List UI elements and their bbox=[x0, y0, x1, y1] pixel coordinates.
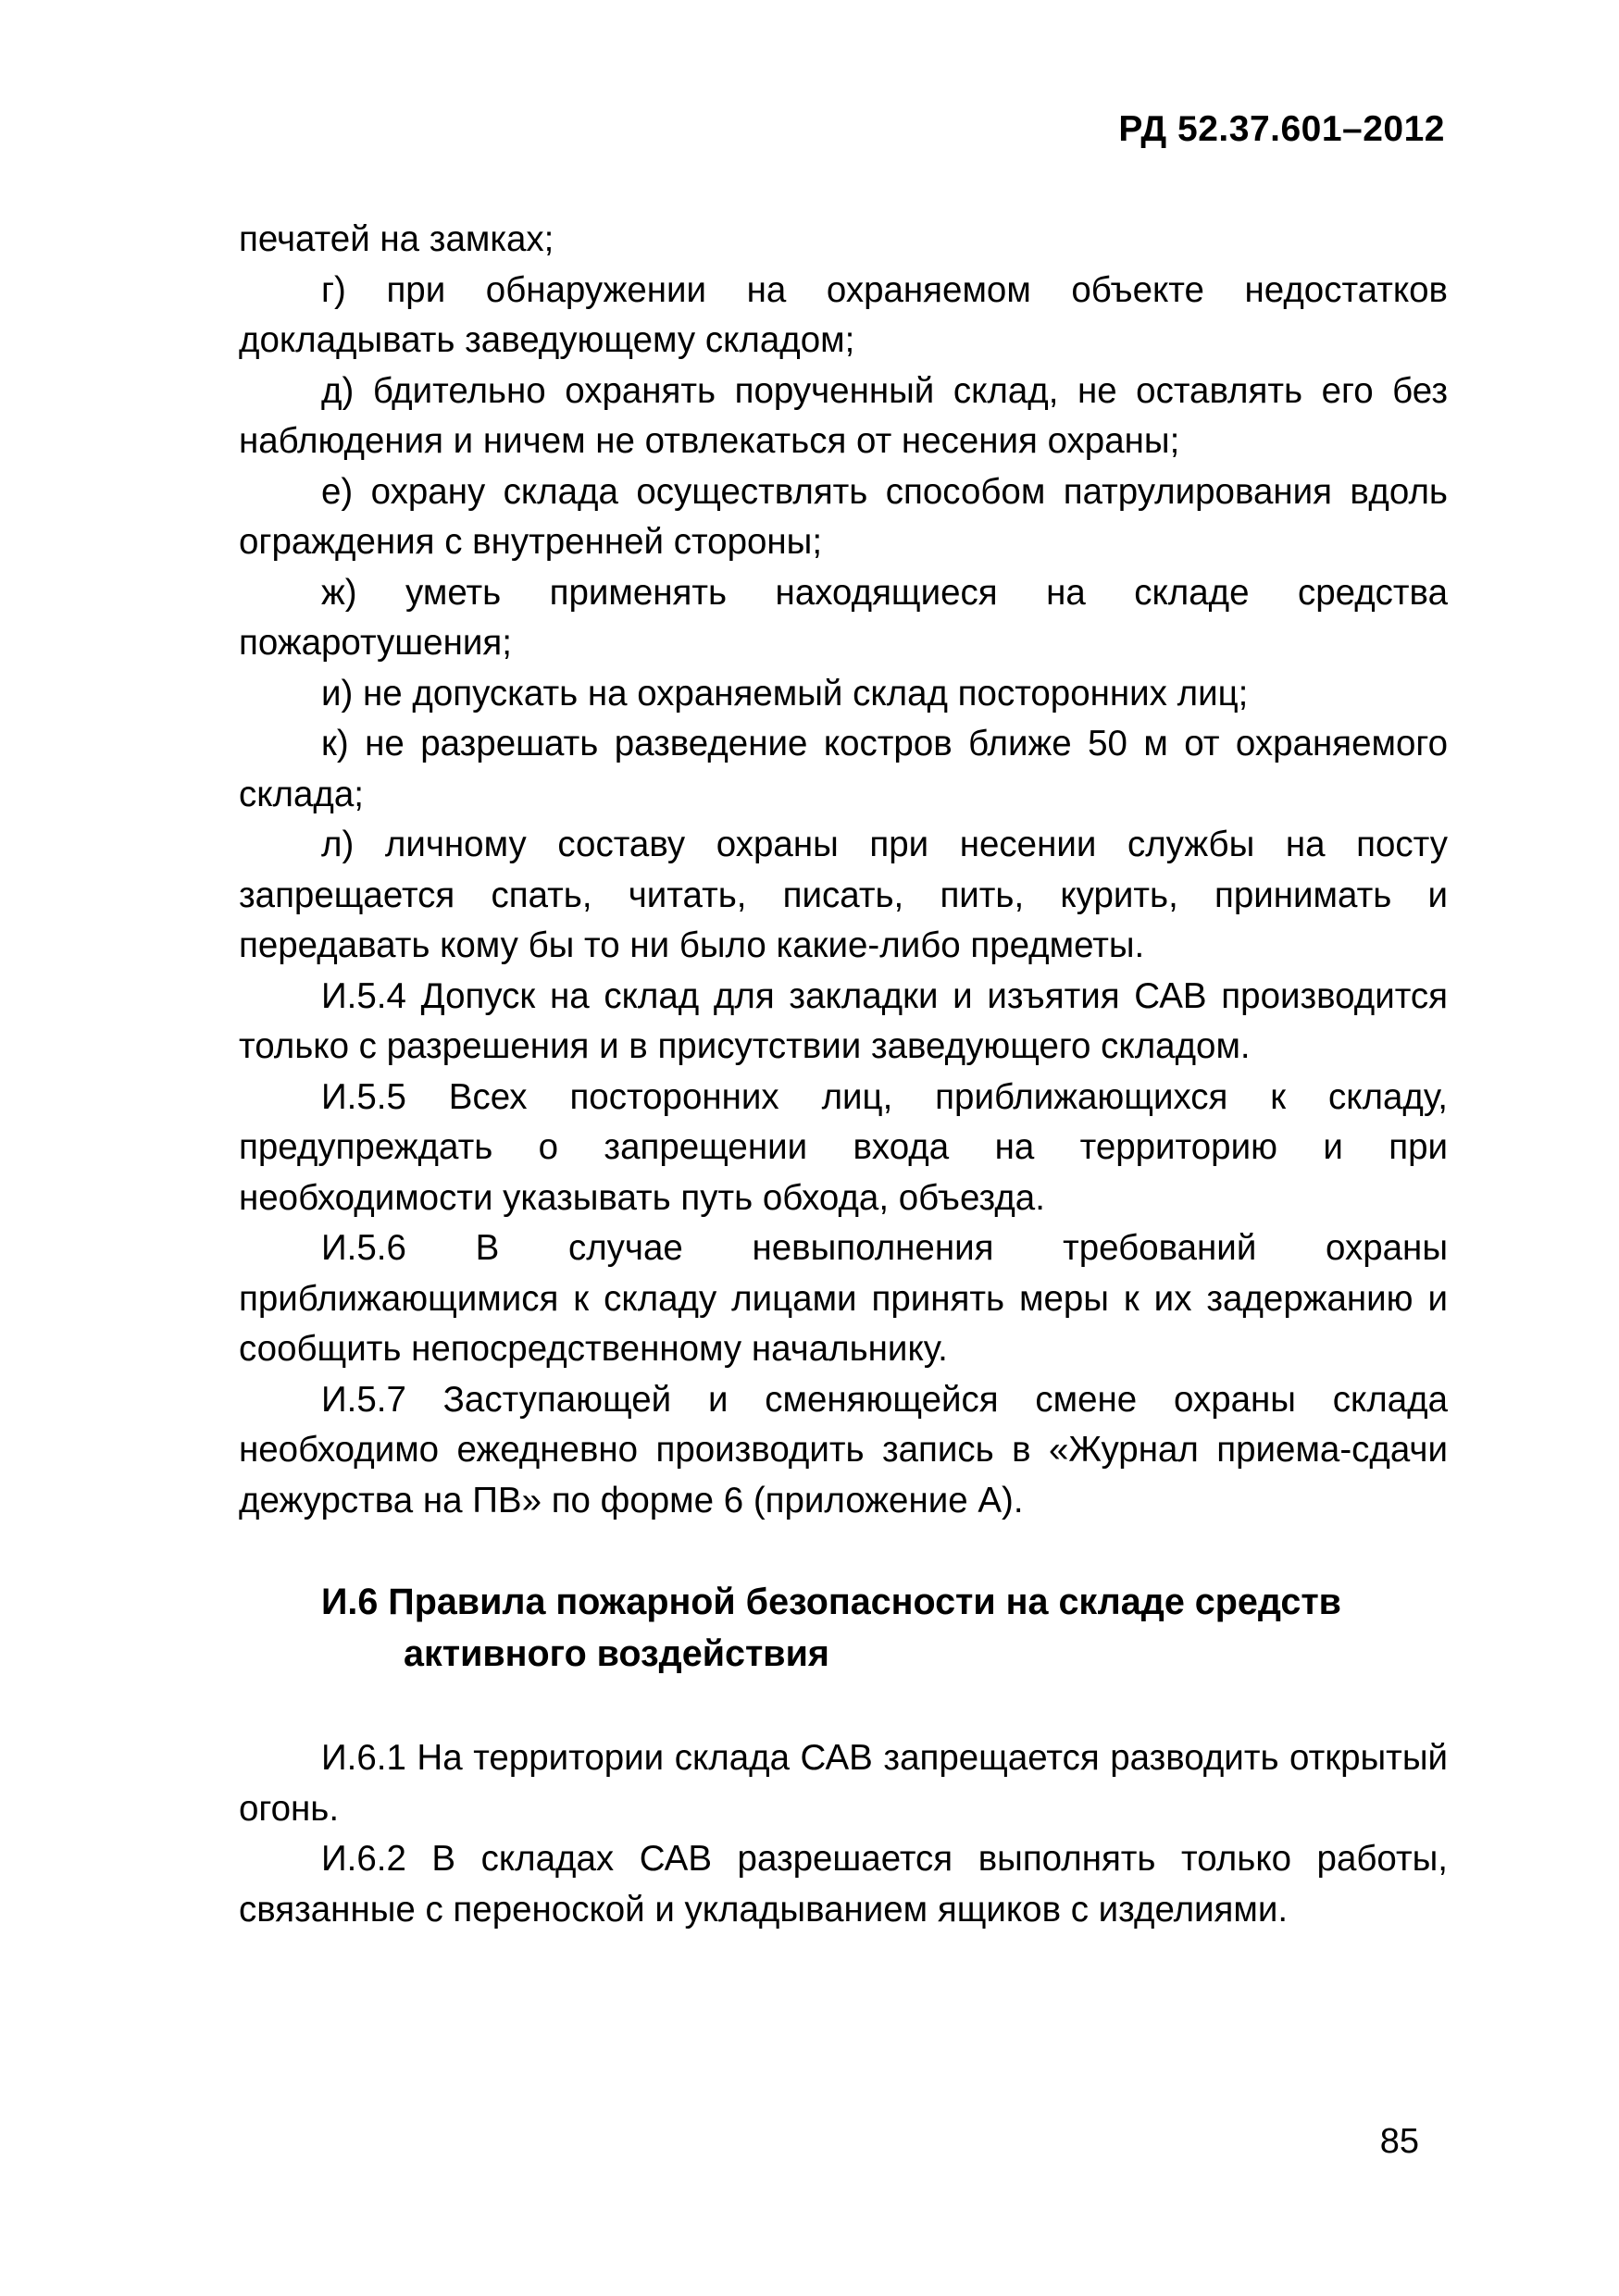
section-heading-line-2: активного воздействия bbox=[404, 1633, 829, 1674]
list-item-d: д) бдительно охранять порученный склад, не оставлять его без наблюдения и ничем не отвлекаться от несения охраны; bbox=[239, 370, 1448, 461]
clause-i-6-2: И.6.2 В складах САВ разрешается выполнять только работы, связанные с переноской и укладыванием ящиков с изделиями. bbox=[239, 1839, 1448, 1930]
list-item-e: е) охрану склада осуществлять способом патрулирования вдоль ограждения с внутренней стороны; bbox=[239, 471, 1448, 562]
list-item-i: и) не допускать на охраняемый склад посторонних лиц; bbox=[321, 673, 1249, 714]
section-heading-line-1: И.6 Правила пожарной безопасности на складе средств bbox=[321, 1582, 1341, 1622]
clause-i-6-1: И.6.1 На территории склада САВ запрещается разводить открытый огонь. bbox=[239, 1738, 1448, 1829]
list-item-l: л) личному составу охраны при несении службы на посту запрещается спать, читать, писать, пить, курить, принимать и передавать кому бы то ни было какие-либо предметы. bbox=[239, 825, 1448, 965]
clause-i-5-7: И.5.7 Заступающей и сменяющейся смене охраны склада необходимо ежедневно производить запись в «Журнал приема-сдачи дежурства на ПВ» по форме 6 (приложение А). bbox=[239, 1379, 1448, 1520]
document-code: РД 52.37.601–2012 bbox=[1118, 109, 1445, 149]
list-item-g: г) при обнаружении на охраняемом объекте недостатков докладывать заведующему складом; bbox=[239, 269, 1448, 360]
paragraph-continuation: печатей на замках; bbox=[239, 219, 554, 259]
clause-i-5-6: И.5.6 В случае невыполнения требований охраны приближающимися к складу лицами принять меры к их задержанию и сообщить непосредственному начальнику. bbox=[239, 1228, 1448, 1369]
page-content bbox=[239, 215, 1448, 1935]
page-number: 85 bbox=[1379, 2122, 1419, 2161]
list-item-zh: ж) уметь применять находящиеся на складе средства пожаротушения; bbox=[239, 572, 1448, 663]
clause-i-5-4: И.5.4 Допуск на склад для закладки и изъятия САВ производится только с разрешения и в присутствии заведующего складом. bbox=[239, 975, 1448, 1066]
list-item-k: к) не разрешать разведение костров ближе 50 м от охраняемого склада; bbox=[239, 724, 1448, 814]
section-heading-i-6 bbox=[321, 1576, 1448, 1680]
clause-i-5-5: И.5.5 Всех посторонних лиц, приближающихся к складу, предупреждать о запрещении входа на территорию и при необходимости указывать путь обхода, объезда. bbox=[239, 1076, 1448, 1218]
